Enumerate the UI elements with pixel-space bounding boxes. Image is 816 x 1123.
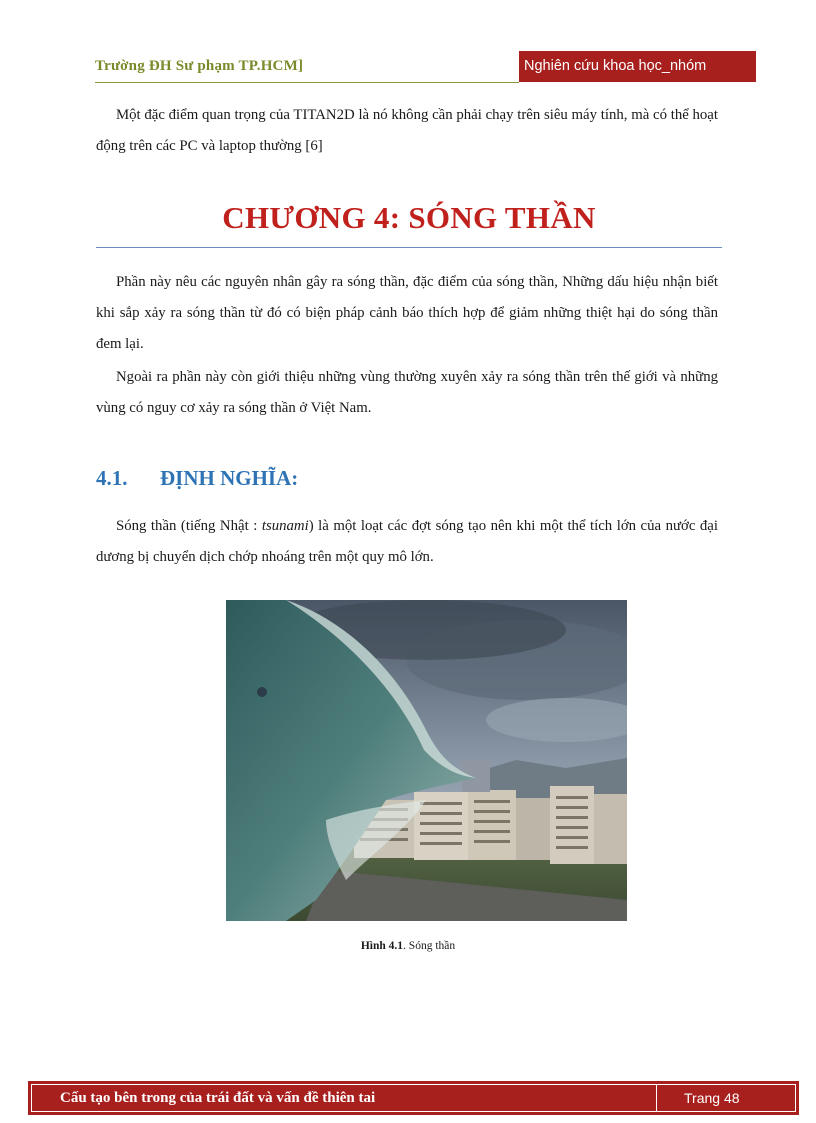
intro-paragraph — [96, 100, 718, 162]
definition-term: tsunami — [261, 518, 309, 534]
tsunami-photo — [226, 600, 627, 921]
intro-line-1: Một đặc điểm quan trọng của TITAN2D là nó không cần phải chạy trên siêu máy tính, — [116, 107, 628, 123]
section-heading — [96, 466, 298, 491]
chapter-rule — [96, 247, 722, 248]
footer-separator — [656, 1085, 657, 1111]
chapter-intro-paragraph-1: Phần này nêu các nguyên nhân gây ra sóng thần, đặc điểm của sóng thần, Những dấu hiệu nhận biết khi sắp xảy ra sóng thần từ đó có biện pháp cảnh báo thích hợp để giảm những thiệt hại do sóng thần đem lại. — [96, 274, 718, 352]
header-rule — [95, 82, 519, 83]
definition-before: Sóng thần (tiếng Nhật : — [116, 518, 262, 534]
intro-line-2: mà có thể hoạt động trên các PC và laptop thường [6] — [96, 107, 718, 154]
figure-label: Hình 4.1 — [360, 940, 404, 952]
figure-caption-text: . Sóng thần — [403, 940, 456, 952]
page-footer — [28, 1081, 799, 1115]
footer-document-title: Cấu tạo bên trong của trái đất và vấn đề thiên tai — [60, 1090, 376, 1106]
header-research-label: Nghiên cứu khoa học_nhóm — [519, 51, 756, 82]
section-number: 4.1. — [96, 466, 128, 490]
definition-paragraph — [96, 511, 718, 573]
chapter-title: CHƯƠNG 4: SÓNG THẦN — [222, 200, 596, 235]
chapter-intro-paragraph-2: Ngoài ra phần này còn giới thiệu những vùng thường xuyên xảy ra sóng thần trên thế giới và những vùng có nguy cơ xảy ra sóng thần ở Việt Nam. — [96, 369, 718, 416]
section-title: ĐỊNH NGHĨA: — [160, 466, 299, 490]
figure-caption — [0, 940, 816, 952]
header-school-name: Trường ĐH Sư phạm TP.HCM] — [95, 58, 304, 74]
footer-page-number: Trang 48 — [684, 1090, 740, 1106]
definition-after: ) là một loạt các đợt sóng tạo nên khi một thể tích lớn của nước đại dương bị chuyển dịch chớp nhoáng trên một quy mô lớn. — [96, 518, 718, 565]
footer-frame — [31, 1084, 796, 1112]
